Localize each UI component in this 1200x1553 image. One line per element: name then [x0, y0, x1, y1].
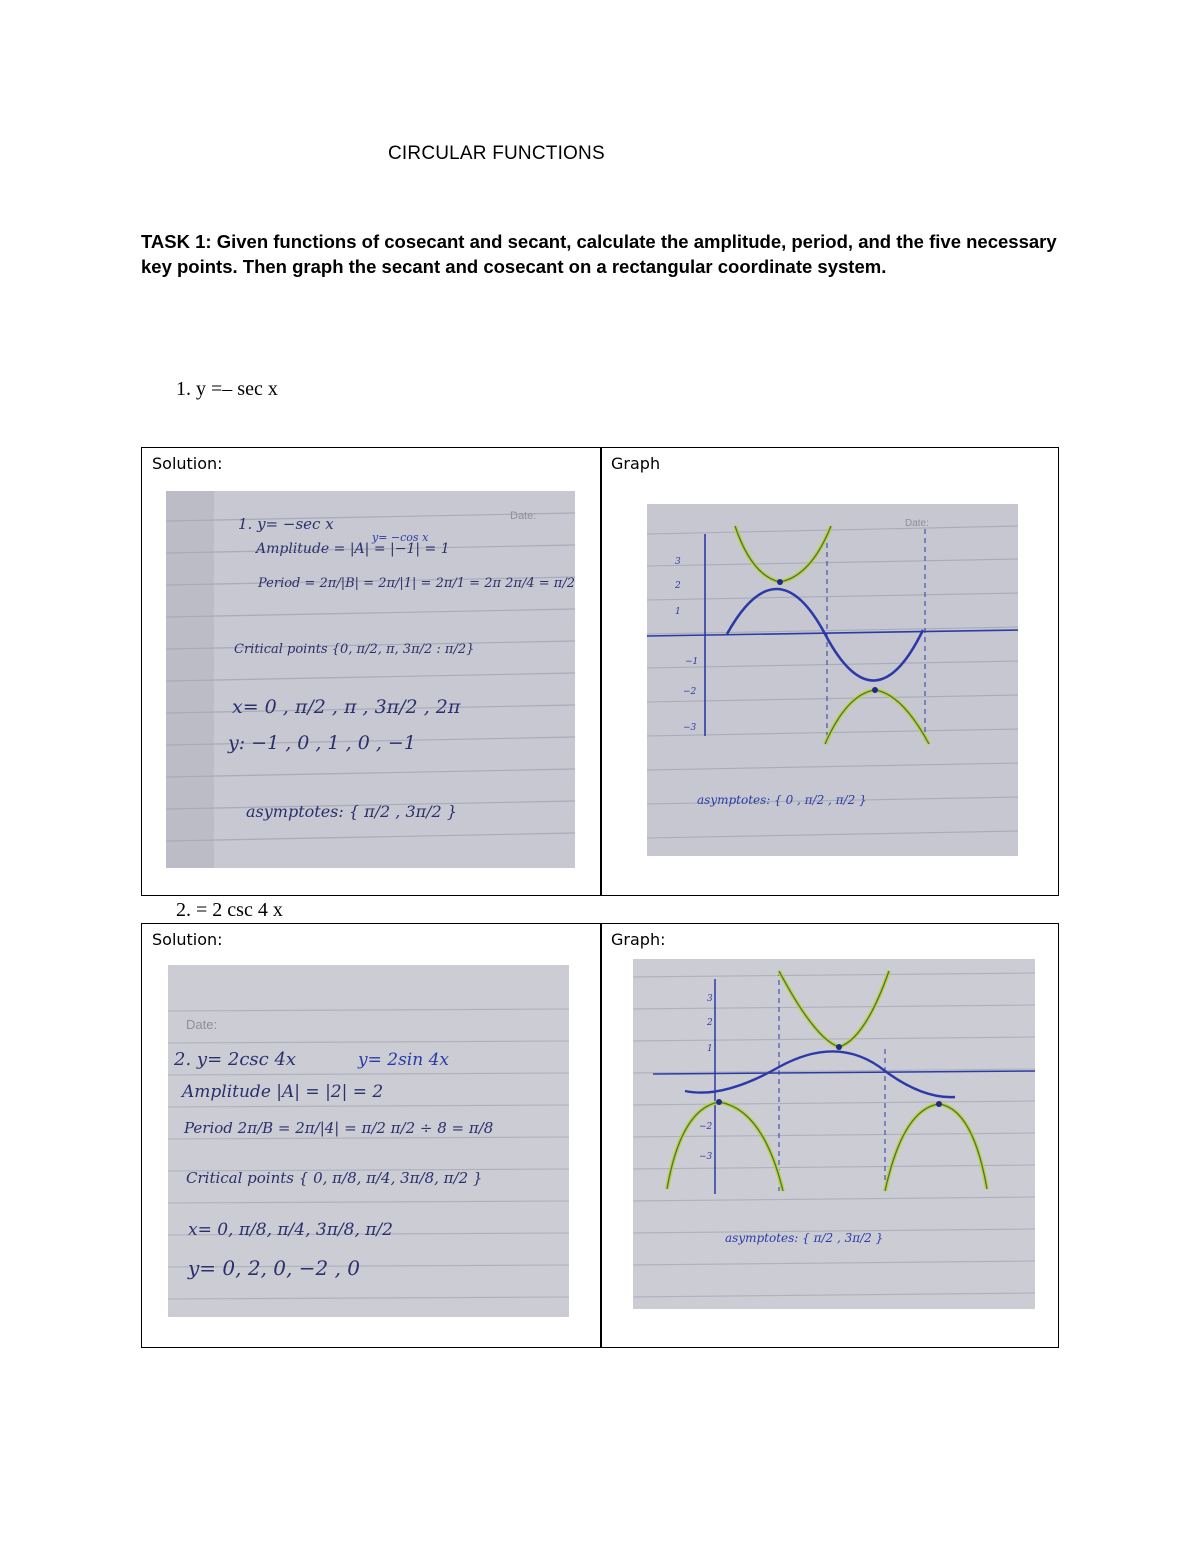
notebook-page: [168, 965, 569, 1317]
hw-line-1: 1. y= −sec x: [238, 515, 334, 533]
hw-critical: Critical points { 0, π/8, π/4, 3π/8, π/2 }: [186, 1169, 483, 1187]
problem-1-table: [141, 447, 1059, 896]
hw-y-values: y= 0, 2, 0, −2 , 0: [188, 1256, 361, 1280]
table-divider: [600, 448, 602, 895]
key-point: [936, 1101, 942, 1107]
hw-asymptotes: asymptotes: { π/2 , 3π/2 }: [725, 1231, 884, 1245]
hw-x-values: x= 0 , π/2 , π , 3π/2 , 2π: [232, 696, 461, 718]
date-label: Date:: [905, 518, 929, 529]
task-instructions: TASK 1: Given functions of cosecant and secant, calculate the amplitude, period, and the five necessary key points. Then graph the secant and cosecant on a rectangular coordinate system.: [141, 231, 1057, 277]
svg-text:1: 1: [675, 607, 681, 617]
svg-text:−1: −1: [685, 657, 699, 667]
hw-amplitude: Amplitude = |A| = |−1| = 1: [256, 541, 450, 557]
hw-asymptotes: asymptotes: { π/2 , 3π/2 }: [246, 802, 457, 821]
hw-y-values: y: −1 , 0 , 1 , 0 , −1: [228, 732, 416, 754]
hw-x-values: x= 0, π/8, π/4, 3π/8, π/2: [188, 1220, 393, 1240]
problem-2-label: 2. = 2 csc 4 x: [176, 899, 283, 921]
graph-drawing: [647, 504, 1018, 856]
hw-critical: Critical points {0, π/2, π, 3π/2 : π/2}: [234, 642, 475, 657]
graph-drawing: [633, 959, 1035, 1309]
svg-text:2: 2: [675, 581, 681, 591]
graph-photo: [647, 504, 1018, 856]
svg-text:1: 1: [707, 1044, 713, 1054]
key-point: [716, 1099, 722, 1105]
svg-text:−3: −3: [683, 723, 697, 733]
page-title: CIRCULAR FUNCTIONS: [388, 143, 605, 164]
svg-text:2: 2: [707, 1018, 713, 1028]
problem-2-table: [141, 923, 1059, 1348]
graph-label: Graph:: [611, 930, 666, 949]
hw-line-1b: y= −cos x: [372, 531, 429, 544]
hw-period: Period 2π/B = 2π/|4| = π/2 π/2 ÷ 8 = π/8: [184, 1119, 494, 1137]
key-point: [836, 1044, 842, 1050]
problem-1-label: 1. y =– sec x: [176, 378, 278, 400]
graph-photo: [633, 959, 1035, 1309]
key-point: [872, 687, 878, 693]
svg-text:3: 3: [675, 557, 681, 567]
table-divider: [600, 924, 602, 1347]
notebook-page: [166, 491, 575, 868]
hw-line-1: 2. y= 2csc 4x: [174, 1049, 297, 1070]
solution-photo: [168, 965, 569, 1317]
date-label: Date:: [510, 510, 537, 522]
solution-photo: [166, 491, 575, 868]
svg-text:−2: −2: [683, 687, 697, 697]
graph-label: Graph: [611, 454, 661, 473]
svg-text:−3: −3: [699, 1152, 713, 1162]
date-label: Date:: [186, 1017, 218, 1032]
key-point: [777, 579, 783, 585]
hw-amplitude: Amplitude |A| = |2| = 2: [182, 1082, 384, 1102]
hw-asymptotes: asymptotes: { 0 , π/2 , π/2 }: [697, 793, 867, 807]
solution-label: Solution:: [152, 454, 223, 473]
solution-label: Solution:: [152, 930, 223, 949]
svg-text:−2: −2: [699, 1122, 713, 1132]
hw-period: Period = 2π/|B| = 2π/|1| = 2π/1 = 2π 2π/4 = π/2: [258, 576, 575, 591]
svg-text:3: 3: [707, 994, 713, 1004]
hw-line-1b: y= 2sin 4x: [358, 1050, 449, 1070]
